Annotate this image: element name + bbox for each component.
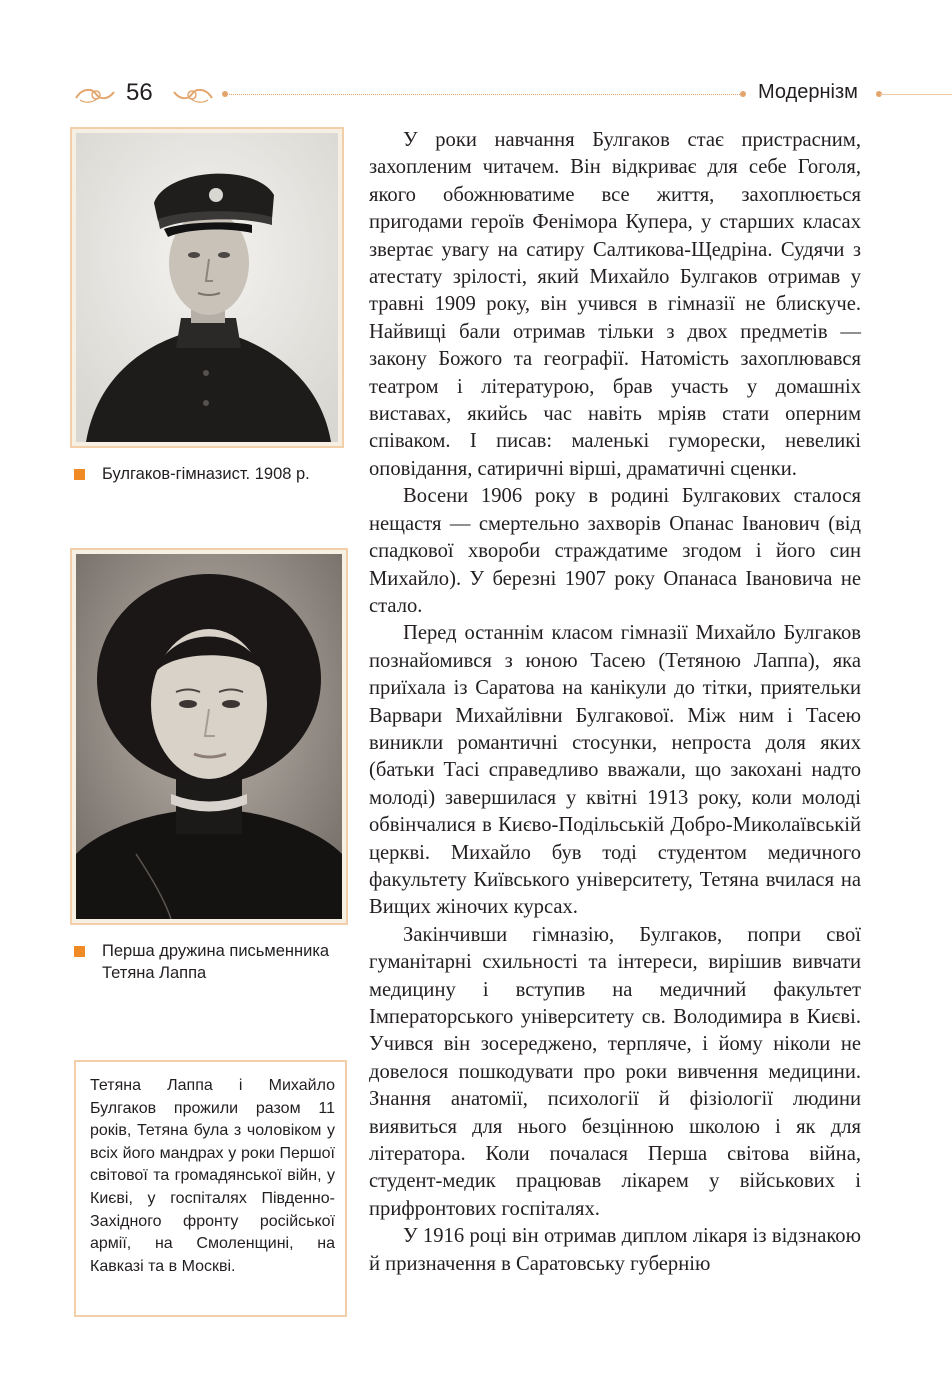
- caption-bullet-icon: [74, 469, 85, 480]
- ornament-left-icon: [74, 84, 118, 106]
- paragraph: У 1916 році він отримав диплом лікаря із відзнакою й призначення в Саратовську губернію: [369, 1225, 861, 1275]
- page-header: [0, 78, 952, 114]
- header-rule: [226, 94, 742, 95]
- header-rule-dot: [740, 91, 746, 97]
- main-text-column: [369, 127, 861, 1278]
- photo-frame-lappa: [70, 548, 348, 925]
- paragraph: Перед останнім класом гімназії Михайло Булгаков познайомився з юною Тасею (Тетяною Лаппа), яка приїхала із Саратова на канікули до тітки, приятельки Варвари Михайлівни Булгакової. Між ним і Тасею виникли романтичні стосунки, непроста доля яких (батьки Тасі справедливо вважали, що закохані надто молоді) завершилася у квітні 1913 року, коли молоді обвінчалися в Києво-Подільській Добро-Миколаївській церкві. Михайло був тоді студентом медичного факультету Київського університету, Тетяна вчилася на Вищих жіночих курсах.: [369, 622, 861, 919]
- photo-frame-bulgakov: [70, 127, 344, 448]
- portrait-bulgakov-photo: [76, 133, 338, 442]
- paragraph: Закінчивши гімназію, Булгаков, попри свої гуманітарні схильності та інтереси, вирішив вивчати медицину і вступив на медичний факультет Імператорського університету св. Володимира в Києві. Учився він зосереджено, терпляче, і йому ніколи не довелося пошкодувати про роки вивчення медицини. Знання анатомії, психології й фізіології людини виявиться для нього безцінною школою і як для літератора. Коли почалася Перша світова війна, студент-медик працював лікарем у військових і прифронтових госпіталях.: [369, 923, 861, 1220]
- header-rule-right: [880, 94, 952, 95]
- paragraph: У роки навчання Булгаков стає пристрасним, захопленим читачем. Він відкриває для себе Гоголя, якого обожнюватиме все життя, захоплюється пригодами героїв Фенімора Купера, у старших класах звертає увагу на сатиру Салтикова-Щедріна. Судячи з атестату зрілості, який Михайло Булгаков отримав у травні 1909 року, він учився в гімназії не блискуче. Найвищі бали отримав тільки з двох предметів — закону Божого та географії. Натомість захоплювався театром і літературою, брав участь у домашніх виставах, якийсь час навіть мріяв стати оперним співаком. І писав: маленькі гуморески, невеликі оповідання, сатиричні вірші, драматичні сценки.: [369, 129, 861, 480]
- caption-bullet-icon: [74, 946, 85, 957]
- page-number: 56: [126, 79, 153, 106]
- paragraph: Восени 1906 року в родині Булгакових сталося нещастя — смертельно захворів Опанас Іванович (від спадкової хвороби страждатиме згодом і його син Михайло). У березні 1907 року Опанаса Івановича не стало.: [369, 485, 861, 617]
- portrait-lappa-photo: [76, 554, 342, 919]
- section-title: Модернізм: [758, 81, 858, 103]
- figure-caption-text: Перша дружина письменника Тетяна Лаппа: [102, 942, 330, 982]
- ornament-right-icon: [170, 84, 214, 106]
- sidebar-note-text: Тетяна Лаппа і Михайло Булгаков прожили разом 11 років, Тетяна була з чоловіком у всіх його мандрах у роки Першої світової та громадянської війн, у Києві, у госпіталях Південно-Західного фронту російської армії, на Смоленщині, на Кавказі та в Москві.: [90, 1077, 335, 1275]
- sidebar-note-box: [74, 1060, 347, 1317]
- figure-caption: [74, 940, 350, 984]
- figure-caption: [74, 463, 346, 485]
- figure-caption-text: Булгаков-гімназист. 1908 р.: [102, 465, 310, 483]
